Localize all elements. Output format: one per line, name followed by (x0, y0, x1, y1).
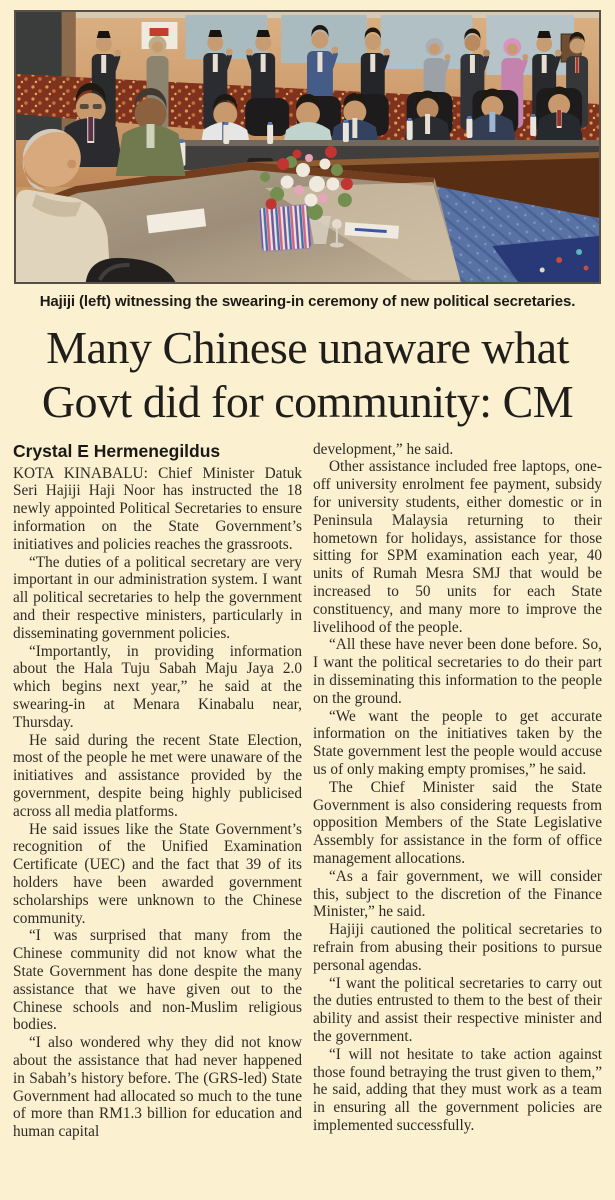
article-paragraph: “Importantly, in providing information about the Hala Tuju Sabah Maju Jaya 2.0 which begins next year,” he said at the swearing-in at Menara Kinabalu near, Thursday. (13, 642, 302, 731)
article-paragraph: The Chief Minister said the State Government is also considering requests from opposition Members of the State Legislative Assembly for assistance in the form of office management allocations. (313, 778, 602, 867)
article-paragraph: “The duties of a political secretary are very important in our administration system. I want all political secretaries to help the government and their respective ministers, particularly in disseminating government policies. (13, 553, 302, 642)
photo-caption: Hajiji (left) witnessing the swearing-in ceremony of new political secretaries. (39, 293, 576, 310)
article-paragraph: “I also wondered why they did not know about the assistance that had never happened in Sabah’s history before. The (GRS-led) State Government had allocated so much to the tune of more than RM1.3 billion for education and human capital (13, 1034, 302, 1141)
article-paragraph: development,” he said. (313, 440, 454, 458)
right-column-wrap (313, 441, 602, 1141)
article-paragraph: “I will not hesitate to take action against those found betraying the trust given to them,” he said, adding that they must work as a team in ensuring all the government policies are implemented successfully. (313, 1045, 602, 1134)
article-paragraph: “I was surprised that many from the Chinese community did not know what the State Government has done despite the many assistance that we have given out to the Chinese schools and non-Muslim religious bodies. (13, 927, 302, 1034)
left-column-wrap (13, 441, 302, 1141)
headline-line-2: Govt did for community: CM (41, 375, 574, 427)
column-left (13, 465, 302, 1141)
article-paragraph: “We want the people to get accurate information on the initiatives taken by the State government lest the people would accuse us of only making empty promises,” he said. (313, 707, 602, 778)
column-right (313, 441, 602, 1135)
byline: Crystal E Hermenegildus (13, 440, 221, 461)
news-photo (14, 10, 601, 284)
photo-illustration (16, 12, 599, 282)
article-paragraph: “As a fair government, we will consider this, subject to the discretion of the Finance Minister,” he said. (313, 867, 602, 921)
headline (13, 321, 602, 429)
headline-line-1: Many Chinese unaware what (46, 322, 569, 373)
article-paragraph: Hajiji cautioned the political secretaries to refrain from abusing their positions to pursue personal agendas. (313, 921, 602, 974)
article-paragraph: He said issues like the State Government’s recognition of the Unified Examination Certificate (UEC) and the fact that 39 of its holders have been awarded government scholarships were unknown to the Chinese community. (13, 820, 302, 927)
article-body (13, 441, 602, 1141)
article-paragraph: Other assistance included free laptops, one-off university enrolment fee payment, subsidy for university students, either domestic or in Peninsula Malaysia returning to their hometown for holidays, assistance for those sitting for SPM examination each year, 40 units of Rumah Mesra SMJ that would be increased to 50 units for each State constituency, and many more to improve the livelihood of the people. (313, 458, 602, 636)
article-paragraph: He said during the recent State Election, most of the people he met were unaware of the initiatives and assistance provided by the government, despite being highly publicised across all media platforms. (13, 731, 302, 820)
article-paragraph: KOTA KINABALU: Chief Minister Datuk Seri Hajiji Haji Noor has instructed the 18 newly appointed Political Secretaries to ensure information on the State Government’s initiatives and policies reaches the grassroots. (13, 464, 302, 553)
article-paragraph: “I want the political secretaries to carry out the duties entrusted to them to the best of their ability and assist their respective minister and the government. (313, 974, 602, 1045)
article-paragraph: “All these have never been done before. So, I want the political secretaries to do their part in disseminating this information to the people on the ground. (313, 636, 602, 707)
